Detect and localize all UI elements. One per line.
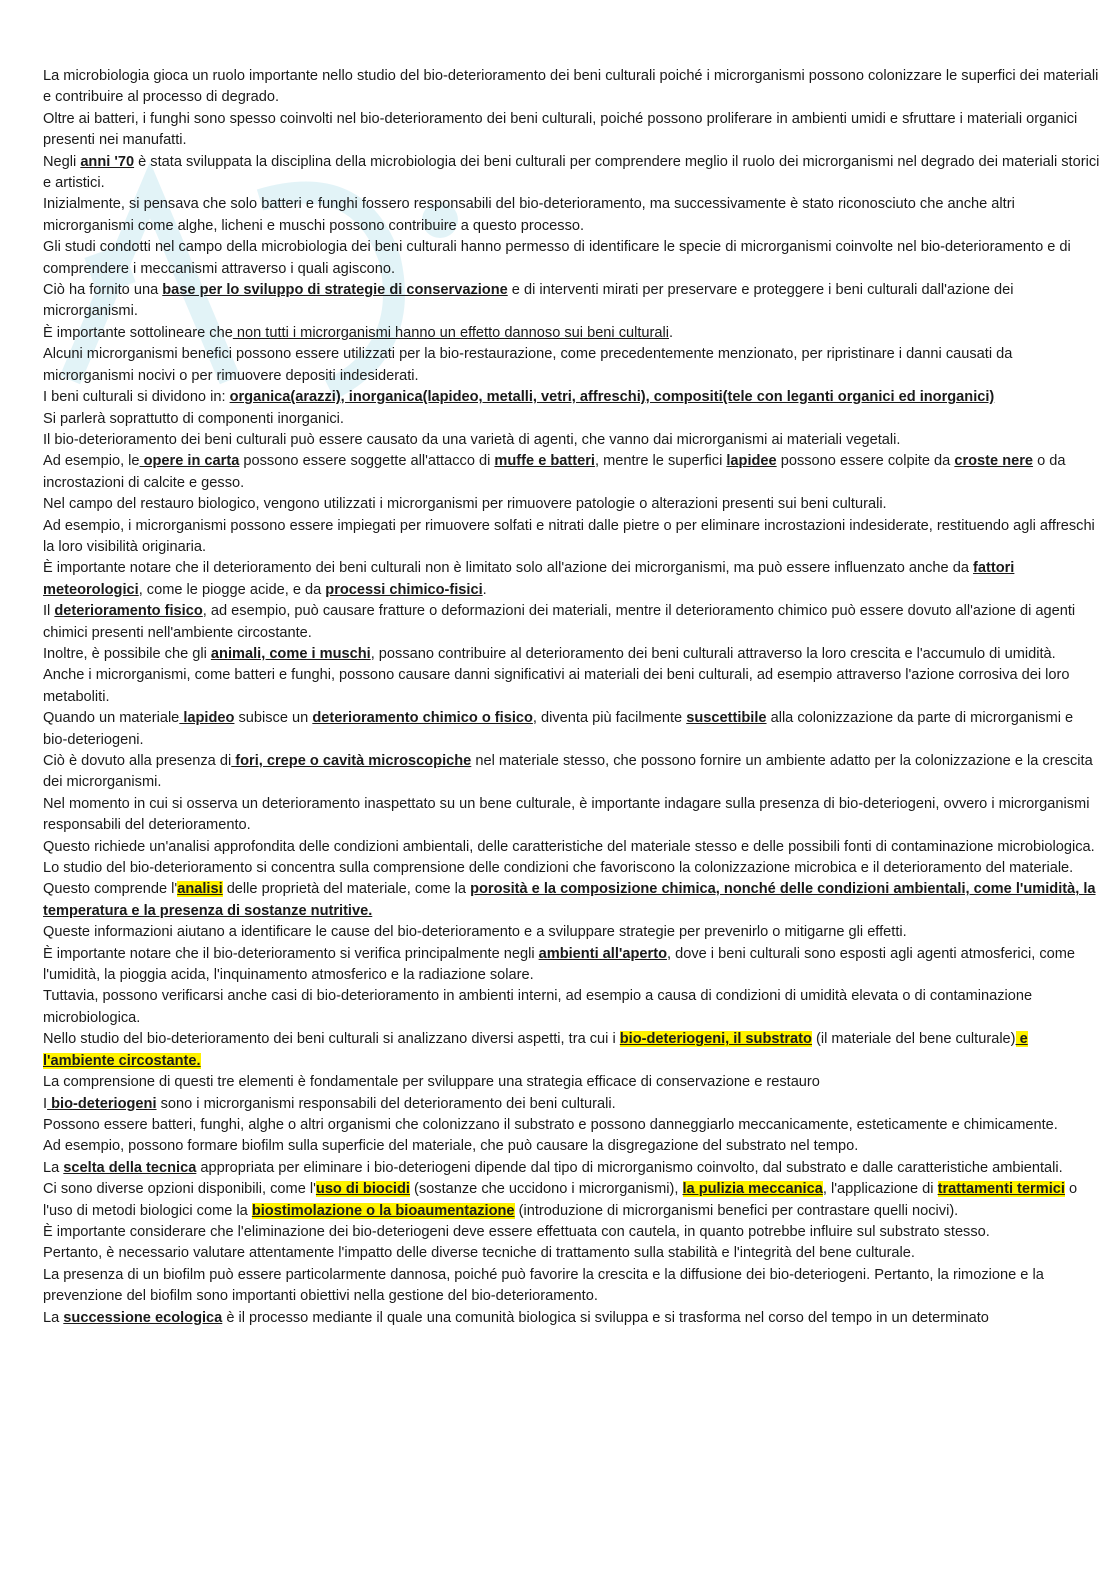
text-run: Quando un materiale (43, 710, 180, 727)
paragraph (43, 516, 1101, 559)
text-run: È importante notare che il deterioramento dei beni culturali non è limitato solo all'azione dei microrganismi, ma può essere influenzato anche da (43, 560, 974, 577)
text-run: La microbiologia gioca un ruolo importante nello studio del bio-deterioramento dei beni culturali poiché i microrganismi possono colonizzare le superfici dei materiali e contribuire al processo di degrado. (43, 68, 1099, 106)
paragraph (43, 66, 1101, 109)
emphasized-text: uso di biocidi (315, 1181, 410, 1198)
text-run: Questo comprende l' (43, 881, 178, 898)
paragraph (43, 280, 1101, 323)
text-run: , dove i beni culturali sono esposti agli agenti atmosferici, come l'umidità, la pioggia acida, l'inquinamento atmosferico e la radiazione solare. (43, 945, 1076, 984)
emphasized-text: bio-deteriogeni (47, 1095, 157, 1112)
text-run: Il bio-deterioramento dei beni culturali può essere causato da una varietà di agenti, che vanno dai microrganismi ai materiali vegetali. (43, 431, 901, 448)
emphasized-text: fattori meteorologici (43, 560, 1015, 598)
paragraph (43, 751, 1101, 794)
paragraph (43, 1265, 1101, 1308)
paragraph (43, 1072, 1101, 1093)
emphasized-text: croste nere (954, 453, 1034, 470)
text-run: Nel campo del restauro biologico, vengono utilizzati i microrganismi per rimuovere patologie o alterazioni presenti sui beni culturali. (43, 496, 887, 513)
text-run: Anche i microrganismi, come batteri e funghi, possono causare danni significativi ai materiali dei beni culturali, ad esempio attraverso l'azione corrosiva dei loro metaboliti. (43, 667, 1070, 705)
paragraph (43, 794, 1101, 837)
paragraph (43, 109, 1101, 152)
text-run: Nello studio del bio-deterioramento dei beni culturali si analizzano diversi aspetti, tra cui i (43, 1031, 620, 1048)
emphasized-text: porosità e la composizione chimica, nonché delle condizioni ambientali, come l'umidità, la temperatura e la presenza di sostanze nutritive. (43, 881, 1096, 919)
emphasized-text: deterioramento fisico (54, 603, 203, 620)
text-run: , come le piogge acide, e da (138, 581, 326, 598)
text-run: possono essere soggette all'attacco di (239, 453, 495, 470)
text-run: , diventa più facilmente (532, 710, 687, 727)
paragraph (43, 344, 1101, 387)
emphasized-text: analisi (177, 881, 223, 898)
emphasized-text: biostimolazione o la bioaumentazione (251, 1202, 515, 1219)
text-run: , ad esempio, può causare fratture o deformazioni dei materiali, mentre il deterioramento chimico può essere dovuto all'azione di agenti chimici presenti nell'ambiente circostante. (43, 603, 1076, 641)
paragraph (43, 601, 1101, 644)
emphasized-text: muffe e batteri (494, 453, 595, 470)
text-run: Pertanto, è necessario valutare attentamente l'impatto delle diverse tecniche di trattamento sulla stabilità e l'integrità del bene culturale. (43, 1245, 915, 1262)
text-run: sono i microrganismi responsabili del deterioramento dei beni culturali. (156, 1095, 616, 1112)
text-run: I beni culturali si dividono in: (43, 389, 230, 406)
paragraph (43, 451, 1101, 494)
paragraph (43, 387, 1101, 408)
text-run: La comprensione di questi tre elementi è fondamentale per sviluppare una strategia efficace di conservazione e restauro (43, 1074, 820, 1091)
paragraph (43, 558, 1101, 601)
paragraph (43, 152, 1101, 195)
text-run: È importante sottolineare che (43, 324, 233, 341)
paragraph (43, 944, 1101, 987)
emphasized-text: animali, come i muschi (210, 645, 371, 662)
text-run: Ciò ha fornito una (43, 282, 163, 299)
text-run: alla colonizzazione da parte di microrganismi e bio-deteriogeni. (43, 710, 1074, 748)
text-run: Ad esempio, possono formare biofilm sulla superficie del materiale, che può causare la disgregazione del substrato nel tempo. (43, 1138, 859, 1155)
paragraph (43, 644, 1101, 665)
emphasized-text: bio-deteriogeni, il substrato (619, 1031, 812, 1048)
emphasized-text: non tutti i microrganismi hanno un effetto dannoso sui beni culturali (232, 324, 670, 341)
paragraph (43, 922, 1101, 943)
text-run: È importante notare che il bio-deterioramento si verifica principalmente negli (43, 945, 539, 962)
text-run: Queste informazioni aiutano a identificare le cause del bio-deterioramento e a sviluppare strategie per prevenirlo o mitigarne gli effetti. (43, 924, 907, 941)
text-run: Questo richiede un'analisi approfondita delle condizioni ambientali, delle caratteristiche del materiale stesso e delle possibili fonti di contaminazione microbiologica. (43, 838, 1095, 855)
text-run: I (43, 1095, 48, 1112)
paragraph (43, 1136, 1101, 1157)
document-page (43, 66, 1101, 1329)
text-run: (il materiale del bene culturale) (811, 1031, 1016, 1048)
emphasized-text: lapidee (726, 453, 777, 470)
text-run: Inoltre, è possibile che gli (43, 645, 211, 662)
paragraph (43, 194, 1101, 237)
text-run: Gli studi condotti nel campo della microbiologia dei beni culturali hanno permesso di identificare le specie di microrganismi coinvolte nel bio-deterioramento e di comprendere i meccanismi attraverso i quali agiscono. (43, 239, 1071, 277)
paragraph (43, 1179, 1101, 1222)
paragraph (43, 409, 1101, 430)
emphasized-text: deterioramento chimico o fisico (312, 710, 533, 727)
text-run: La presenza di un biofilm può essere particolarmente dannosa, poiché può favorire la crescita e la diffusione dei bio-deteriogeni. Pertanto, la rimozione e la prevenzione del biofilm sono importanti obiettivi nella gestione del bio-deterioramento. (43, 1266, 1044, 1305)
text-run: Nel momento in cui si osserva un deterioramento inaspettato su un bene culturale, è importante indagare sulla presenza di bio-deteriogeni, ovvero i microrganismi responsabili del deterioramento. (43, 795, 1090, 834)
emphasized-text: trattamenti termici (937, 1181, 1065, 1198)
emphasized-text: successione ecologica (63, 1309, 223, 1326)
emphasized-text: lapideo (179, 710, 235, 727)
text-run: . (669, 324, 674, 341)
emphasized-text: suscettibile (686, 710, 767, 727)
paragraph (43, 1243, 1101, 1264)
text-run: (sostanze che uccidono i microrganismi), (409, 1181, 683, 1198)
text-run: Oltre ai batteri, i funghi sono spesso coinvolti nel bio-deterioramento dei beni culturali, poiché possono proliferare in ambienti umidi e sfruttare i materiali organici presenti nei manufatti. (43, 110, 1078, 149)
emphasized-text: opere in carta (139, 453, 240, 470)
text-run: Possono essere batteri, funghi, alghe o altri organismi che colonizzano il substrato e possono danneggiarlo meccanicamente, esteticamente e chimicamente. (43, 1116, 1058, 1133)
text-run: e di interventi mirati per preservare e proteggere i beni culturali dall'azione dei microrganismi. (43, 282, 1014, 320)
emphasized-text: scelta della tecnica (63, 1159, 197, 1176)
paragraph (43, 430, 1101, 451)
emphasized-text: processi chimico-fisici (325, 581, 483, 598)
emphasized-text: organica(arazzi), inorganica(lapideo, metalli, vetri, affreschi), compositi(tele con leganti organici ed inorganici) (229, 389, 995, 406)
text-run: delle proprietà del materiale, come la (222, 881, 471, 898)
text-run: nel materiale stesso, che possono fornire un ambiente adatto per la colonizzazione e la crescita dei microrganismi. (43, 753, 1093, 791)
text-run: è stata sviluppata la disciplina della microbiologia dei beni culturali per comprendere meglio il ruolo dei microrganismi nel degrado dei materiali storici e artistici. (43, 153, 1100, 192)
paragraph (43, 1222, 1101, 1243)
text-run: Lo studio del bio-deterioramento si concentra sulla comprensione delle condizioni che favoriscono la colonizzazione microbica e il deterioramento del materiale. (43, 860, 1074, 877)
text-run: Alcuni microrganismi benefici possono essere utilizzati per la bio-restaurazione, come precedentemente menzionato, per ripristinare i danni causati da microrganismi nocivi o per rimuovere depositi indesiderati. (43, 346, 1013, 384)
emphasized-text: anni '70 (80, 153, 135, 170)
text-run: , possano contribuire al deterioramento dei beni culturali attraverso la loro crescita e l'accumulo di umidità. (370, 645, 1056, 662)
paragraph (43, 1158, 1101, 1179)
paragraph (43, 1308, 1101, 1329)
text-run: La (43, 1309, 64, 1326)
text-run: Tuttavia, possono verificarsi anche casi di bio-deterioramento in ambienti interni, ad esempio a causa di condizioni di umidità elevata o di contaminazione microbiologica. (43, 988, 1033, 1026)
paragraph (43, 879, 1101, 922)
paragraph (43, 1115, 1101, 1136)
text-run: o da incrostazioni di calcite e gesso. (43, 453, 1066, 491)
paragraph (43, 237, 1101, 280)
text-run: Ad esempio, le (43, 453, 140, 470)
text-run: È importante considerare che l'eliminazione dei bio-deteriogeni deve essere effettuata con cautela, in quanto potrebbe influire sul substrato stesso. (43, 1223, 990, 1240)
emphasized-text: ambienti all'aperto (538, 945, 667, 962)
text-run: . (482, 581, 487, 598)
text-run: Il (43, 603, 55, 620)
emphasized-text: e l'ambiente circostante. (43, 1031, 1028, 1069)
text-run: Inizialmente, si pensava che solo batteri e funghi fossero responsabili del bio-deterioramento, ma successivamente è stato riconosciuto che anche altri microrganismi come alghe, licheni e muschi possono contribuire a questo processo. (43, 196, 1015, 234)
text-run: , mentre le superfici (594, 453, 727, 470)
text-run: subisce un (234, 710, 313, 727)
paragraph (43, 986, 1101, 1029)
text-run: Ci sono diverse opzioni disponibili, come l' (43, 1181, 316, 1198)
emphasized-text: base per lo sviluppo di strategie di conservazione (162, 282, 508, 299)
text-run: possono essere colpite da (776, 453, 955, 470)
text-run: Ad esempio, i microrganismi possono essere impiegati per rimuovere solfati e nitrati dalle pietre o per eliminare incrostazioni indesiderate, restituendo agli affreschi la loro visibilità originaria. (43, 517, 1095, 555)
text-run: Si parlerà soprattutto di componenti inorganici. (43, 410, 344, 427)
text-run: Ciò è dovuto alla presenza di (43, 753, 232, 769)
text-run: Negli (43, 153, 81, 170)
text-run: o l'uso di metodi biologici come la (43, 1181, 1078, 1219)
text-run: (introduzione di microrganismi benefici per contrastare quelli nocivi). (514, 1202, 959, 1219)
text-run: è il processo mediante il quale una comunità biologica si sviluppa e si trasforma nel corso del tempo in un determinato (222, 1309, 989, 1326)
paragraph (43, 323, 1101, 344)
paragraph (43, 1029, 1101, 1072)
paragraph (43, 837, 1101, 858)
paragraph (43, 494, 1101, 515)
text-run: appropriata per eliminare i bio-deteriogeni dipende dal tipo di microrganismo coinvolto, dal substrato e dalle caratteristiche ambientali. (196, 1159, 1063, 1176)
paragraph (43, 665, 1101, 708)
text-run: La (43, 1159, 64, 1176)
emphasized-text: la pulizia meccanica (682, 1181, 823, 1198)
paragraph (43, 1094, 1101, 1115)
paragraph (43, 708, 1101, 751)
text-run: , l'applicazione di (822, 1181, 938, 1198)
paragraph (43, 858, 1101, 879)
emphasized-text: fori, crepe o cavità microscopiche (231, 753, 472, 769)
